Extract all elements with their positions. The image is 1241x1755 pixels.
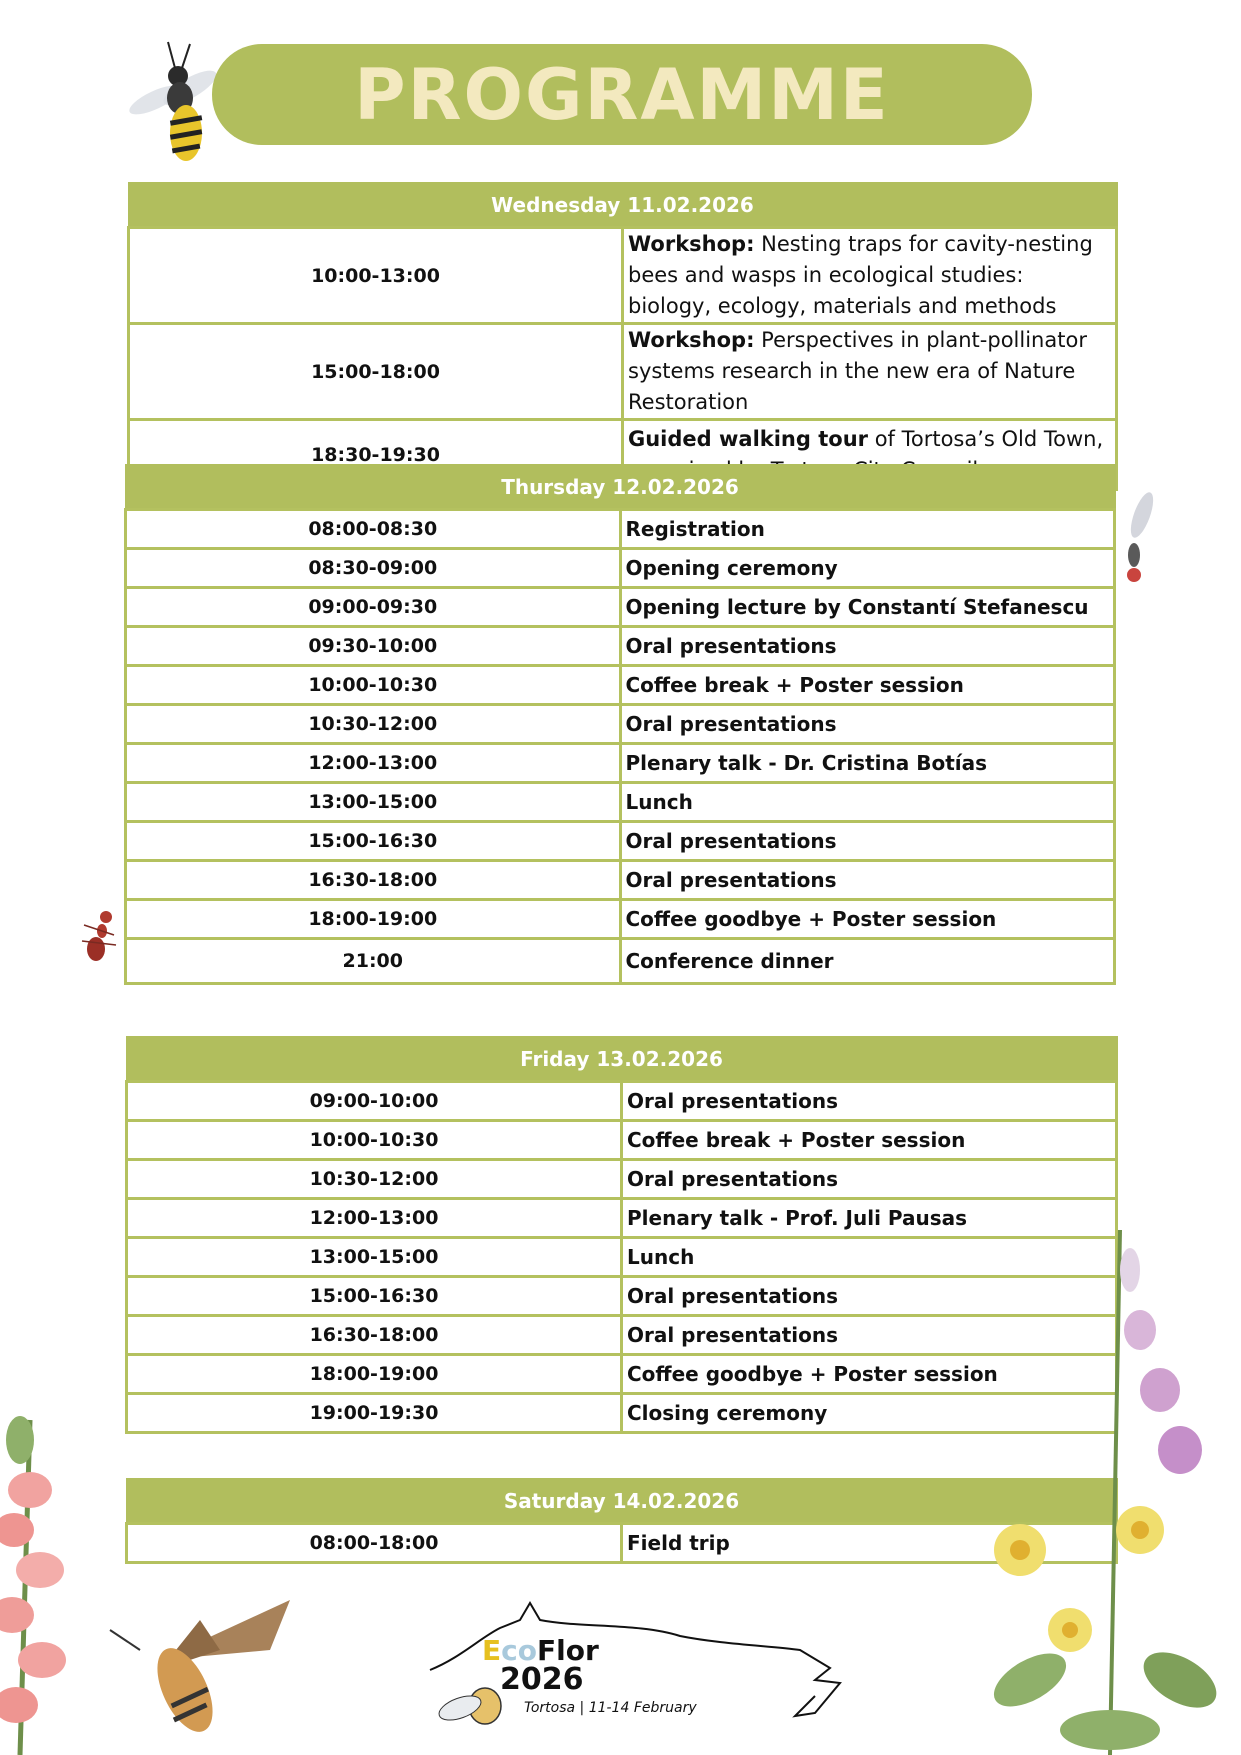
- wednesday-heading: Wednesday 11.02.2026: [129, 183, 1117, 228]
- hoverfly-illustration: [1112, 485, 1172, 585]
- hawk-moth-illustration: [100, 1590, 300, 1750]
- session-activity: Oral presentations: [622, 1277, 1117, 1316]
- session-time: 09:30-10:00: [126, 627, 621, 666]
- session-time: 13:00-15:00: [127, 1238, 622, 1277]
- table-row: [127, 1082, 1117, 1121]
- session-time: 10:30-12:00: [127, 1160, 622, 1199]
- table-row: [126, 549, 1115, 588]
- table-row: [129, 228, 1117, 324]
- session-activity: Opening ceremony: [620, 549, 1115, 588]
- table-row: [126, 939, 1115, 984]
- table-row: [126, 510, 1115, 549]
- session-activity: Field trip: [622, 1524, 1117, 1563]
- table-row: [126, 627, 1115, 666]
- session-activity: Lunch: [622, 1238, 1117, 1277]
- session-activity: Coffee break + Poster session: [620, 666, 1115, 705]
- session-time: 15:00-16:30: [127, 1277, 622, 1316]
- logo-year: 2026: [500, 1662, 584, 1697]
- session-activity: Coffee goodbye + Poster session: [620, 900, 1115, 939]
- session-time: 12:00-13:00: [127, 1199, 622, 1238]
- table-row: [127, 1160, 1117, 1199]
- session-time: 08:00-08:30: [126, 510, 621, 549]
- session-activity: Oral presentations: [622, 1316, 1117, 1355]
- session-description: Workshop: Nesting traps for cavity-nesting bees and wasps in ecological studies: biology, ecology, materials and methods: [623, 228, 1117, 324]
- session-activity: Lunch: [620, 783, 1115, 822]
- session-time: 09:00-10:00: [127, 1082, 622, 1121]
- session-time: 10:00-10:30: [126, 666, 621, 705]
- logo-subtitle: Tortosa | 11-14 February: [524, 1700, 697, 1716]
- table-row: [126, 900, 1115, 939]
- session-time: 09:00-09:30: [126, 588, 621, 627]
- session-activity: Oral presentations: [620, 705, 1115, 744]
- session-time: 18:00-19:00: [126, 900, 621, 939]
- session-time: 10:00-13:00: [129, 228, 623, 324]
- session-activity: Coffee break + Poster session: [622, 1121, 1117, 1160]
- saturday-heading: Saturday 14.02.2026: [127, 1479, 1117, 1524]
- session-time: 15:00-16:30: [126, 822, 621, 861]
- session-time: 13:00-15:00: [126, 783, 621, 822]
- session-time: 18:00-19:00: [127, 1355, 622, 1394]
- table-row: [126, 666, 1115, 705]
- table-row: [126, 861, 1115, 900]
- wildflowers-illustration: [960, 1210, 1241, 1755]
- table-row: [129, 324, 1117, 420]
- session-time: 21:00: [126, 939, 621, 984]
- session-time: 16:30-18:00: [127, 1316, 622, 1355]
- session-activity: Plenary talk - Prof. Juli Pausas: [622, 1199, 1117, 1238]
- session-activity: Registration: [620, 510, 1115, 549]
- session-time: 12:00-13:00: [126, 744, 621, 783]
- session-time: 16:30-18:00: [126, 861, 621, 900]
- table-row: [126, 783, 1115, 822]
- session-activity: Coffee goodbye + Poster session: [622, 1355, 1117, 1394]
- wednesday-schedule-table: [127, 182, 1118, 491]
- table-row: [127, 1121, 1117, 1160]
- session-time: 15:00-18:00: [129, 324, 623, 420]
- friday-heading: Friday 13.02.2026: [127, 1037, 1117, 1082]
- session-activity: Oral presentations: [620, 627, 1115, 666]
- session-description: Guided walking tour of Tortosa’s Old Town,: [623, 420, 1117, 490]
- logo-wordmark: EcoFlor: [482, 1634, 599, 1667]
- session-activity: Plenary talk - Dr. Cristina Botías: [620, 744, 1115, 783]
- session-activity: Opening lecture by Constantí Stefanescu: [620, 588, 1115, 627]
- table-row: [126, 588, 1115, 627]
- session-activity: Oral presentations: [622, 1082, 1117, 1121]
- session-description: Workshop: Perspectives in plant-pollinator systems research in the new era of Nature Restoration: [623, 324, 1117, 420]
- session-time: 18:30-19:30: [129, 420, 623, 490]
- ecoflor-logo: [420, 1598, 870, 1728]
- ant-illustration: [74, 905, 124, 965]
- session-activity: Closing ceremony: [622, 1394, 1117, 1433]
- session-time: 19:00-19:30: [127, 1394, 622, 1433]
- thursday-schedule-table: [124, 464, 1116, 985]
- session-time: 10:00-10:30: [127, 1121, 622, 1160]
- programme-title-banner: [212, 44, 1032, 145]
- session-time: 08:30-09:00: [126, 549, 621, 588]
- session-activity: Oral presentations: [622, 1160, 1117, 1199]
- session-time: 10:30-12:00: [126, 705, 621, 744]
- thursday-heading: Thursday 12.02.2026: [126, 465, 1115, 510]
- session-activity: Oral presentations: [620, 822, 1115, 861]
- table-row: [126, 744, 1115, 783]
- session-activity: Oral presentations: [620, 861, 1115, 900]
- session-time: 08:00-18:00: [127, 1524, 622, 1563]
- session-activity: Conference dinner: [620, 939, 1115, 984]
- table-row: [126, 822, 1115, 861]
- page-title: PROGRAMME: [354, 53, 890, 136]
- table-row: [126, 705, 1115, 744]
